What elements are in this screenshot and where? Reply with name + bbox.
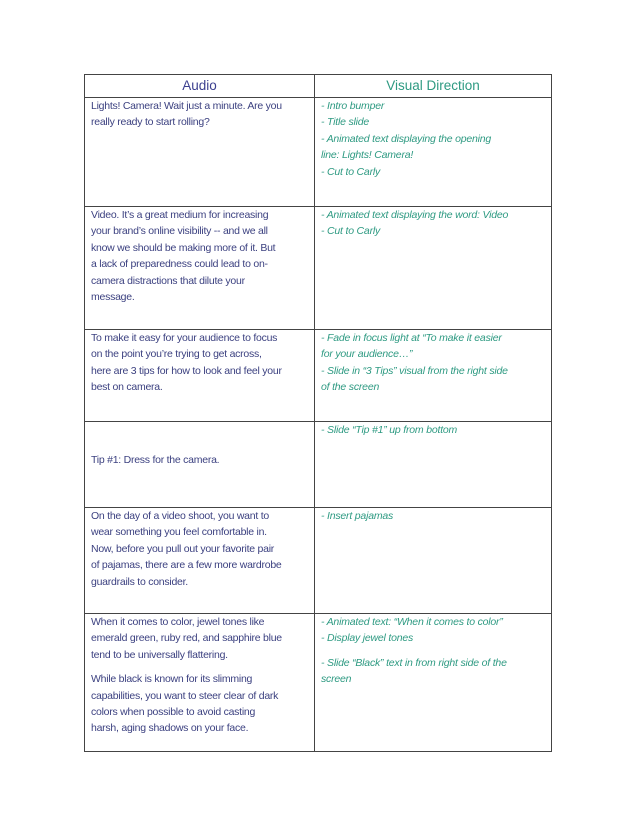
visual-cell [315, 98, 552, 207]
audio-line: camera distractions that dilute your [91, 274, 245, 287]
audio-line: harsh, aging shadows on your face. [91, 722, 249, 735]
visual-line: - Title slide [321, 116, 370, 129]
audio-cell [85, 98, 315, 207]
visual-line: - Animated text displaying the opening [321, 132, 492, 145]
table-row [85, 614, 552, 752]
audio-line: on the point you’re trying to get across, [91, 348, 262, 361]
visual-line: - Slide “Black” text in from right side of the [321, 656, 507, 669]
audio-line: know we should be making more of it. But [91, 241, 276, 254]
visual-cell [315, 422, 552, 508]
script-table [84, 74, 552, 752]
audio-cell [85, 207, 315, 330]
audio-line: really ready to start rolling? [91, 116, 210, 129]
audio-line: Video. It’s a great medium for increasing [91, 209, 269, 221]
table-row [85, 422, 552, 508]
audio-line: To make it easy for your audience to focus [91, 332, 278, 344]
visual-line: - Cut to Carly [321, 165, 381, 178]
visual-line: - Slide in “3 Tips” visual from the right side [321, 364, 508, 377]
visual-line: line: Lights! Camera! [321, 149, 414, 162]
audio-column-header: Audio [85, 75, 315, 98]
visual-line: - Animated text displaying the word: Video [321, 209, 509, 221]
visual-line: - Intro bumper [321, 100, 385, 112]
visual-cell [315, 614, 552, 752]
visual-line: - Cut to Carly [321, 225, 381, 238]
visual-line: - Fade in focus light at “To make it easier [321, 332, 502, 344]
audio-line: While black is known for its slimming [91, 673, 253, 686]
visual-cell [315, 330, 552, 422]
visual-cell [315, 508, 552, 614]
audio-cell [85, 422, 315, 508]
audio-line: Now, before you pull out your favorite pair [91, 542, 275, 555]
paragraph-gap [91, 663, 308, 671]
audio-line: guardrails to consider. [91, 575, 188, 588]
table-row [85, 330, 552, 422]
table-row [85, 508, 552, 614]
visual-line: - Animated text: “When it comes to color” [321, 616, 503, 628]
visual-line: - Insert pajamas [321, 510, 394, 522]
paragraph-gap [321, 647, 545, 655]
audio-line: Tip #1: Dress for the camera. [91, 454, 220, 466]
table-row [85, 98, 552, 207]
visual-direction-column-header: Visual Direction [315, 75, 552, 98]
audio-line: message. [91, 291, 135, 304]
audio-cell [85, 614, 315, 752]
audio-line: wear something you feel comfortable in. [91, 526, 267, 539]
audio-line: When it comes to color, jewel tones like [91, 616, 265, 628]
visual-line: - Display jewel tones [321, 632, 414, 645]
audio-line: best on camera. [91, 381, 163, 394]
audio-line: of pajamas, there are a few more wardrobe [91, 559, 282, 572]
audio-line: colors when possible to avoid casting [91, 706, 256, 719]
audio-line: Lights! Camera! Wait just a minute. Are you [91, 100, 282, 112]
audio-line: your brand’s online visibility -- and we all [91, 225, 268, 238]
audio-cell [85, 330, 315, 422]
audio-line: here are 3 tips for how to look and feel your [91, 364, 282, 377]
table-row [85, 207, 552, 330]
audio-line: On the day of a video shoot, you want to [91, 510, 269, 522]
visual-line: - Slide “Tip #1” up from bottom [321, 424, 458, 436]
visual-line: of the screen [321, 381, 380, 394]
visual-line: for your audience…” [321, 348, 413, 361]
visual-line: screen [321, 673, 352, 686]
audio-line: capabilities, you want to steer clear of dark [91, 689, 279, 702]
visual-cell [315, 207, 552, 330]
header-row [85, 75, 552, 98]
audio-line: tend to be universally flattering. [91, 648, 228, 661]
audio-cell [85, 508, 315, 614]
audio-line: a lack of preparedness could lead to on- [91, 258, 268, 271]
audio-line: emerald green, ruby red, and sapphire blue [91, 632, 282, 645]
